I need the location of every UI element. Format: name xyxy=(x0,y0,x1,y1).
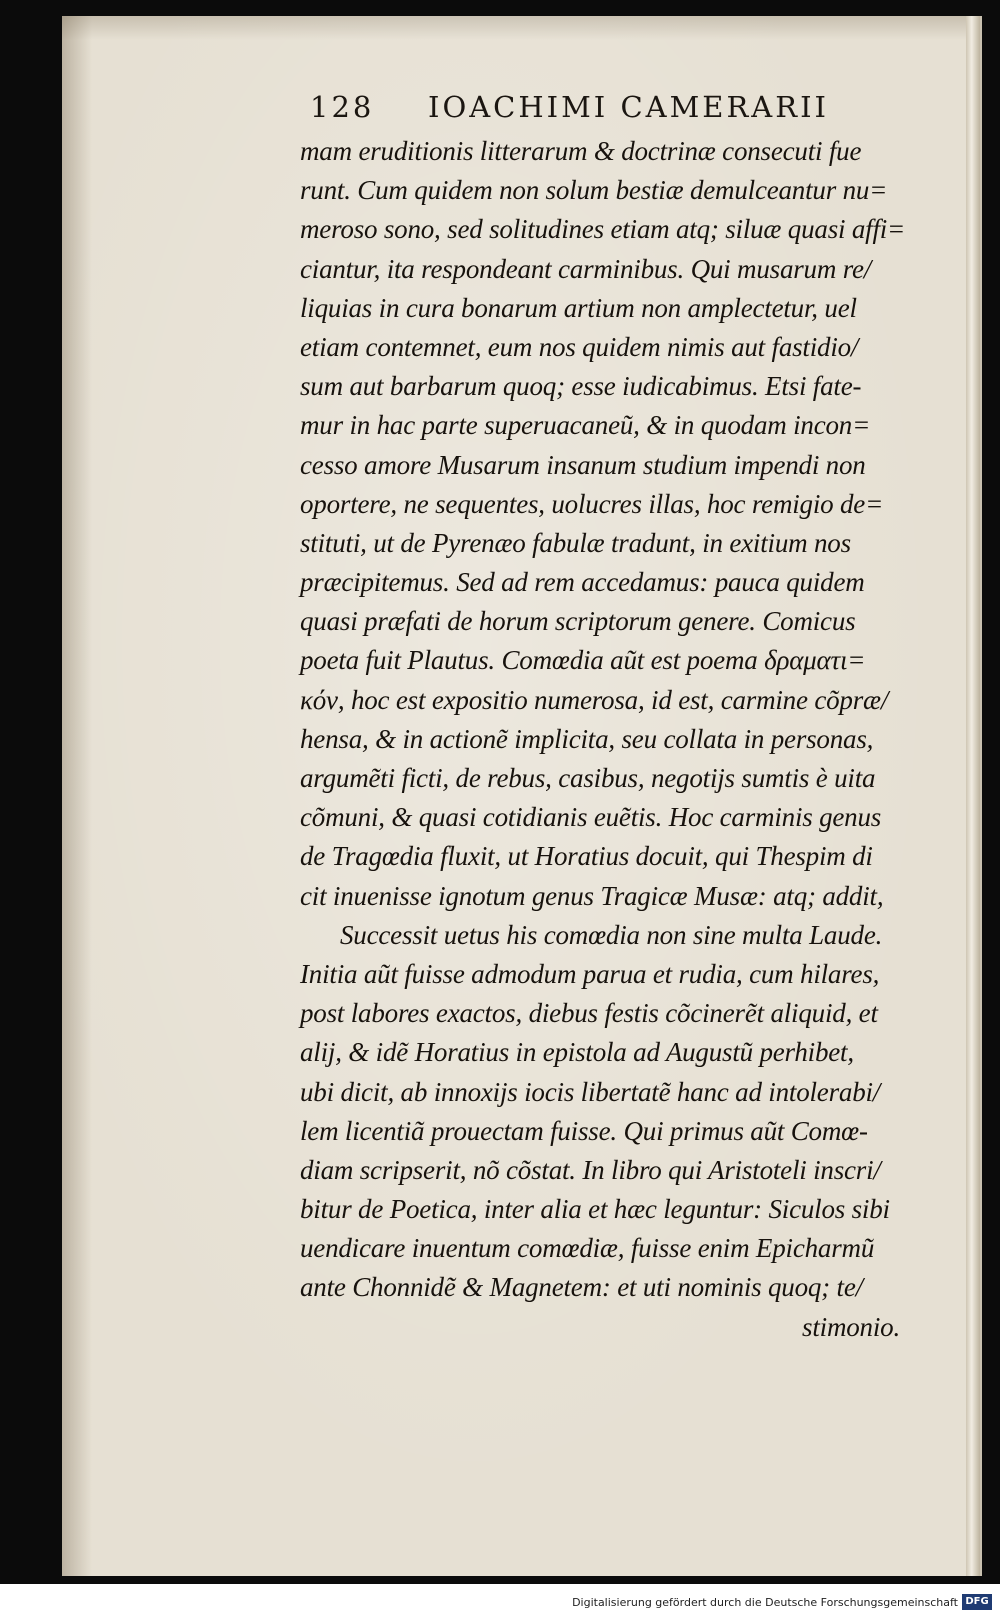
text-line: mur in hac parte superuacaneũ, & in quodam incon= xyxy=(300,410,871,441)
text-line: oportere, ne sequentes, uolucres illas, hoc remigio de= xyxy=(300,488,884,519)
footer-credit: Digitalisierung gefördert durch die Deutsche Forschungsgemeinschaft xyxy=(572,1596,958,1609)
text-line: de Tragœdia fluxit, ut Horatius docuit, qui Thespim di xyxy=(300,841,873,872)
text-line: argumẽti ficti, de rebus, casibus, negotijs sumtis è uita xyxy=(300,763,876,793)
text-line: ciantur, ita respondeant carminibus. Qui musarum re/ xyxy=(300,253,872,284)
text-line: præcipitemus. Sed ad rem accedamus: pauca quidem xyxy=(300,567,865,598)
text-line: hensa, & in actionẽ implicita, seu collata in personas, xyxy=(300,723,874,754)
footer-bar xyxy=(0,1584,1000,1623)
text-line: runt. Cum quidem non solum bestiæ demulceantur nu= xyxy=(300,175,888,206)
text-line: stituti, ut de Pyrenæo fabulæ tradunt, in exitium nos xyxy=(300,527,851,558)
final-line: stimonio. xyxy=(802,1311,900,1342)
page-edge xyxy=(966,16,980,1576)
body-text xyxy=(300,132,940,1347)
text-line: ubi dicit, ab innoxijs iocis libertatẽ hanc ad intolerabi/ xyxy=(300,1076,881,1107)
running-title: IOACHIMI CAMERARII xyxy=(428,90,829,124)
text-line: sum aut barbarum quoq; esse iudicabimus. Etsi fate- xyxy=(300,371,862,402)
text-line: ante Chonnidẽ & Magnetem: et uti nominis quoq; te/ xyxy=(300,1272,863,1303)
text-line: post labores exactos, diebus festis cõcinerẽt aliquid, et xyxy=(300,998,878,1029)
text-line: κόν, hoc est expositio numerosa, id est, carmine cõpræ/ xyxy=(300,684,889,715)
text-line: cesso amore Musarum insanum studium impendi non xyxy=(300,449,866,480)
text-line: uendicare inuentum comœdiæ, fuisse enim Epicharmũ xyxy=(300,1233,875,1264)
text-line: mam eruditionis litterarum & doctrinæ consecuti fue xyxy=(300,136,862,166)
text-line: lem licentiã prouectam fuisse. Qui primus aũt Comœ- xyxy=(300,1115,868,1146)
page-header xyxy=(310,90,870,130)
text-line: meroso sono, sed solitudines etiam atq; siluæ quasi affi= xyxy=(300,214,906,245)
text-line: bitur de Poetica, inter alia et hæc leguntur: Siculos sibi xyxy=(300,1194,890,1225)
text-line: diam scripserit, nõ cõstat. In libro qui Aristoteli inscri/ xyxy=(300,1154,881,1185)
text-line: alij, & idẽ Horatius in epistola ad Augustũ perhibet, xyxy=(300,1037,854,1068)
text-line: liquias in cura bonarum artium non amplectetur, uel xyxy=(300,292,857,323)
verse-quote: Successit uetus his comœdia non sine multa Laude. xyxy=(340,919,883,950)
text-line: cõmuni, & quasi cotidianis euẽtis. Hoc carminis genus xyxy=(300,802,882,833)
text-line: etiam contemnet, eum nos quidem nimis aut fastidio/ xyxy=(300,331,859,362)
text-line: quasi præfati de horum scriptorum genere. Comicus xyxy=(300,606,856,637)
dfg-logo-icon: DFG xyxy=(962,1594,992,1610)
text-line: poeta fuit Plautus. Comœdia aũt est poema δραματι= xyxy=(300,645,866,676)
text-line: cit inuenisse ignotum genus Tragicæ Musæ: atq; addit, xyxy=(300,880,884,911)
page-number: 128 xyxy=(310,90,375,124)
text-line: Initia aũt fuisse admodum parua et rudia, cum hilares, xyxy=(300,958,880,989)
